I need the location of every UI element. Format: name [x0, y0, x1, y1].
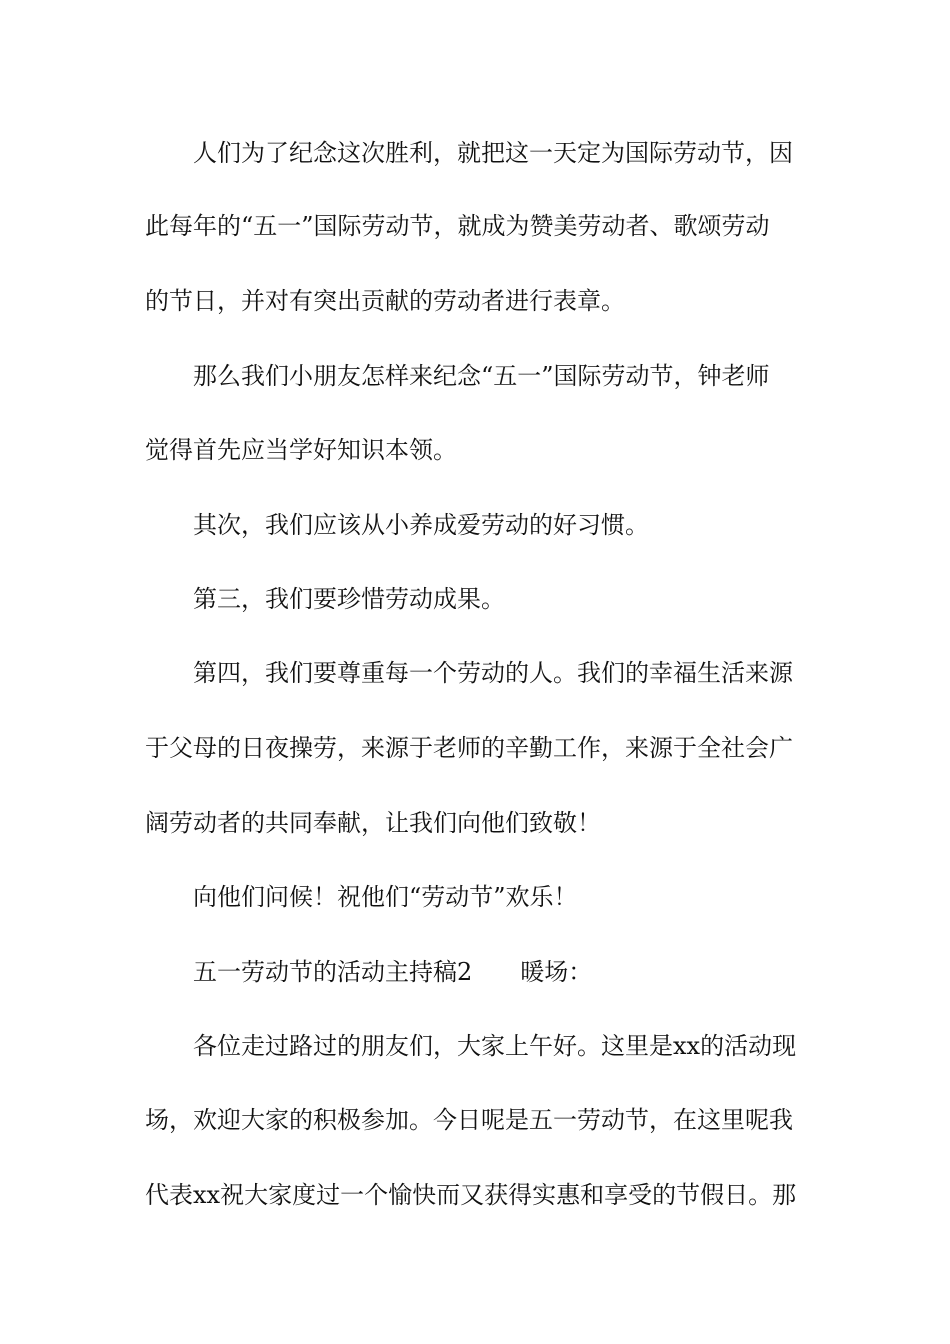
text-line-4: 那么我们小朋友怎样来纪念“五一”国际劳动节，钟老师: [193, 362, 770, 390]
text-line-13: 各位走过路过的朋友们，大家上午好。这里是xx的活动现: [193, 1032, 797, 1060]
text-line-1: 人们为了纪念这次胜利，就把这一天定为国际劳动节，因: [193, 139, 793, 167]
section-heading: 五一劳动节的活动主持稿2 暖场：: [193, 958, 593, 986]
text-line-6: 其次，我们应该从小养成爱劳动的好习惯。: [193, 511, 649, 539]
text-line-5: 觉得首先应当学好知识本领。: [145, 436, 457, 464]
text-line-11: 向他们问候！祝他们“劳动节”欢乐！: [193, 883, 578, 911]
text-line-2: 此每年的“五一”国际劳动节，就成为赞美劳动者、歌颂劳动: [145, 212, 770, 240]
text-line-3: 的节日，并对有突出贡献的劳动者进行表章。: [145, 287, 625, 315]
text-line-10: 阔劳动者的共同奉献，让我们向他们致敬！: [145, 809, 601, 837]
text-line-7: 第三，我们要珍惜劳动成果。: [193, 585, 505, 613]
text-line-8: 第四，我们要尊重每一个劳动的人。我们的幸福生活来源: [193, 659, 793, 687]
text-line-9: 于父母的日夜操劳，来源于老师的辛勤工作，来源于全社会广: [145, 734, 793, 762]
text-line-14: 场，欢迎大家的积极参加。今日呢是五一劳动节，在这里呢我: [145, 1106, 793, 1134]
text-line-15: 代表xx祝大家度过一个愉快而又获得实惠和享受的节假日。那: [145, 1181, 797, 1209]
